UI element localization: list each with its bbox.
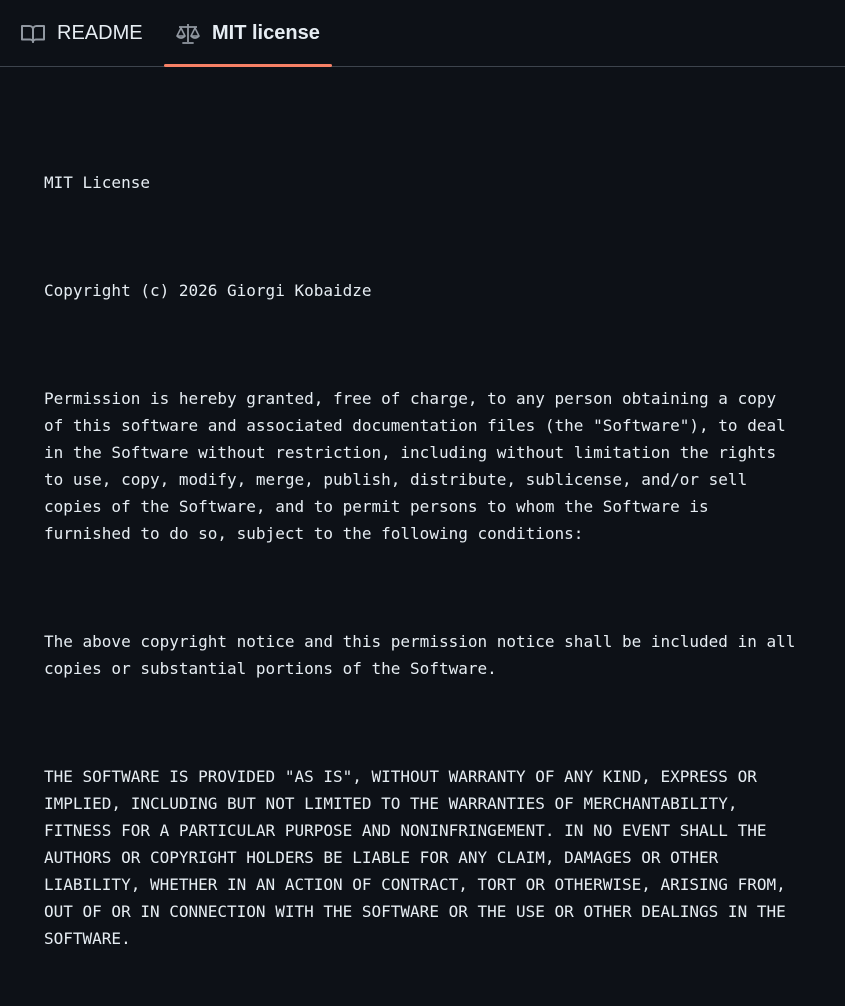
active-tab-indicator bbox=[164, 64, 332, 67]
tab-readme-label: README bbox=[57, 22, 143, 44]
license-permission: Permission is hereby granted, free of charge, to any person obtaining a copy of this software and associated documentation files (the "Software"), to deal in the Software without restriction, including without limitation the rights to use, copy, modify, merge, publish, distribute, sublicense, and/or sell copies of the Software, and to permit persons to whom the Software is furnished to do so, subject to the following conditions: bbox=[44, 389, 786, 543]
tab-mit-license[interactable] bbox=[164, 0, 332, 67]
license-warranty: THE SOFTWARE IS PROVIDED "AS IS", WITHOUT WARRANTY OF ANY KIND, EXPRESS OR IMPLIED, INCLUDING BUT NOT LIMITED TO THE WARRANTIES OF MERCHANTABILITY, FITNESS FOR A PARTICULAR PURPOSE AND NONINFRINGEMENT. IN NO EVENT SHALL THE AUTHORS OR COPYRIGHT HOLDERS BE LIABLE FOR ANY CLAIM, DAMAGES OR OTHER LIABILITY, WHETHER IN AN ACTION OF CONTRACT, TORT OR OTHERWISE, ARISING FROM, OUT OF OR IN CONNECTION WITH THE SOFTWARE OR THE USE OR OTHER DEALINGS IN THE SOFTWARE. bbox=[44, 767, 786, 948]
tab-bar bbox=[0, 0, 845, 67]
tab-mit-license-label: MIT license bbox=[212, 22, 320, 44]
license-title: MIT License bbox=[44, 173, 150, 192]
book-icon bbox=[20, 21, 46, 47]
tab-readme[interactable] bbox=[12, 0, 152, 67]
scale-icon bbox=[175, 21, 201, 47]
license-text bbox=[44, 115, 834, 1006]
license-notice: The above copyright notice and this permission notice shall be included in all copies or substantial portions of the Software. bbox=[44, 632, 796, 678]
license-copyright: Copyright (c) 2026 Giorgi Kobaidze bbox=[44, 281, 372, 300]
